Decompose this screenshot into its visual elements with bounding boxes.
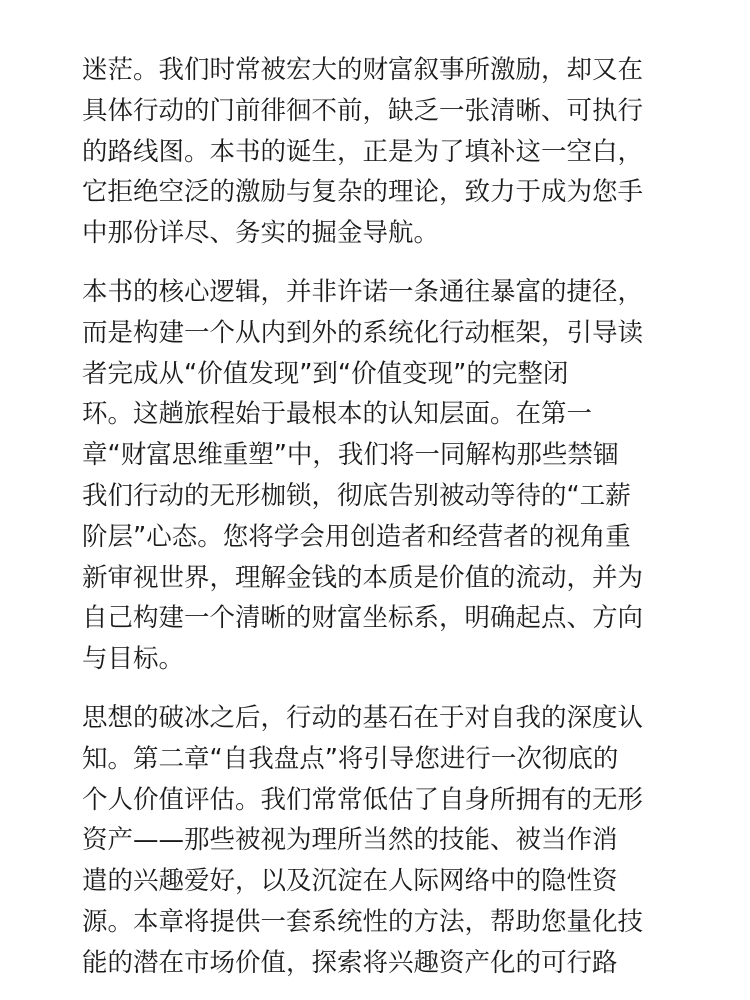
paragraph-2	[82, 272, 680, 680]
text-line: 我们行动的无形枷锁，彻底告别被动等待的“工薪	[82, 480, 631, 511]
paragraph-3	[82, 698, 680, 984]
text-line: 与目标。	[82, 644, 185, 675]
text-line: 环。这趟旅程始于最根本的认知层面。在第一	[82, 399, 593, 430]
text-line: 它拒绝空泛的激励与复杂的理论，致力于成为您手	[82, 177, 644, 208]
text-line: 思想的破冰之后，行动的基石在于对自我的深度认	[82, 702, 644, 733]
text-line: 迷茫。我们时常被宏大的财富叙事所激励，却又在	[82, 55, 644, 85]
text-line: 能的潜在市场价值，探索将兴趣资产化的可行路	[82, 947, 618, 978]
text-line: 具体行动的门前徘徊不前，缺乏一张清晰、可执行	[82, 95, 644, 126]
text-line: 的路线图。本书的诞生，正是为了填补这一空白，	[82, 136, 644, 167]
paragraph-1	[82, 50, 680, 254]
text-line: 本书的核心逻辑，并非许诺一条通往暴富的捷径，	[82, 276, 644, 307]
text-line: 而是构建一个从内到外的系统化行动框架，引导读	[82, 317, 644, 348]
text-line: 章“财富思维重塑”中，我们将一同解构那些禁锢	[82, 440, 619, 471]
text-line: 者完成从“价值发现”到“价值变现”的完整闭	[82, 358, 569, 389]
text-line: 阶层”心态。您将学会用创造者和经营者的视角重	[82, 521, 631, 552]
text-line: 遣的兴趣爱好，以及沉淀在人际网络中的隐性资	[82, 866, 618, 897]
text-line: 知。第二章“自我盘点”将引导您进行一次彻底的	[82, 743, 619, 774]
text-line: 新审视世界，理解金钱的本质是价值的流动，并为	[82, 562, 644, 593]
text-line: 中那份详尽、务实的掘金导航。	[82, 218, 440, 249]
text-line: 个人价值评估。我们常常低估了自身所拥有的无形	[82, 784, 644, 815]
text-line: 自己构建一个清晰的财富坐标系，明确起点、方向	[82, 603, 644, 634]
text-line: 资产——那些被视为理所当然的技能、被当作消	[82, 825, 618, 856]
text-line: 源。本章将提供一套系统性的方法，帮助您量化技	[82, 906, 644, 937]
